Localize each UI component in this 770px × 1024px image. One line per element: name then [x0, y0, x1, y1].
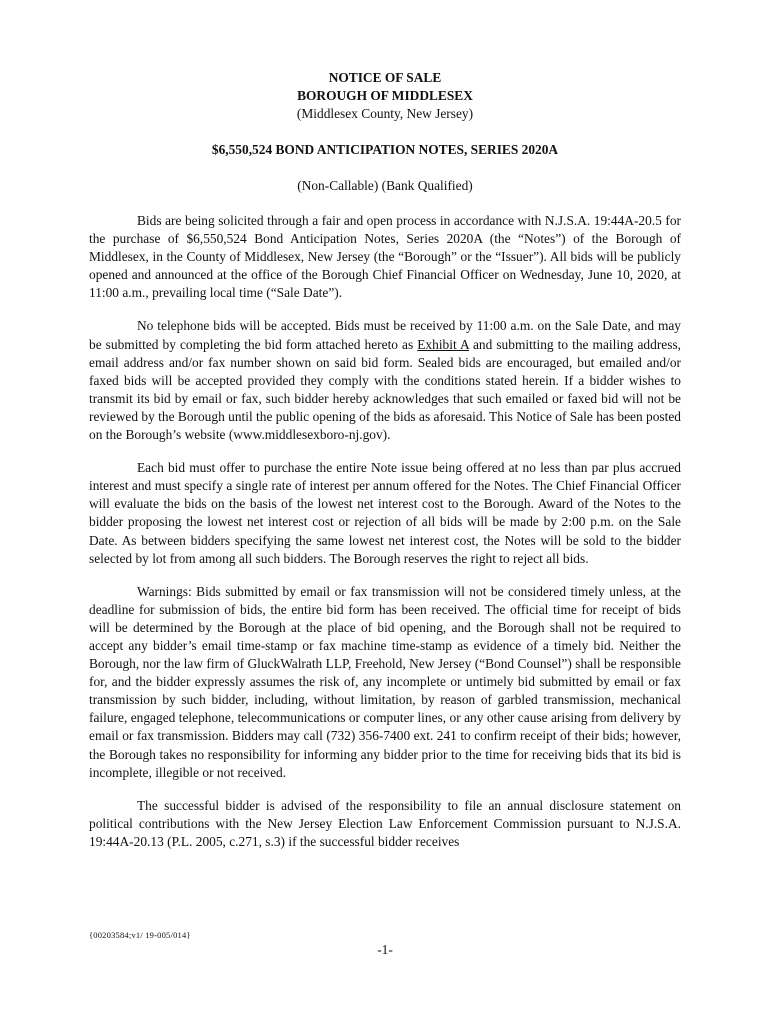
document-id: {00203584;v1/ 19-005/014}	[89, 930, 191, 940]
document-page	[89, 69, 681, 851]
paragraph-disclosure: The successful bidder is advised of the responsibility to file an annual disclosure statement on political contributions with the New Jersey Election Law Enforcement Commission pursuant to N.J.S.A. 19:44A-20.13 (P.L. 2005, c.271, s.3) if the successful bidder receives	[89, 797, 681, 849]
series-title: $6,550,524 BOND ANTICIPATION NOTES, SERIES 2020A	[211, 142, 559, 157]
notice-heading	[89, 69, 681, 123]
county-line: (Middlesex County, New Jersey)	[296, 106, 474, 121]
paragraph-submission-text-a: No telephone bids will be accepted. Bids must be received by 11:00 a.m. on the Sale Date, and may be submitted by completing the bid form attached hereto as	[89, 318, 681, 352]
paragraph-submission-text-b: and submitting to the mailing address, email address and/or fax number shown on said bid form. Sealed bids are encouraged, but emailed and/or faxed bids will be accepted provided they comply with the conditions stated herein. If a bidder wishes to transmit its bid by email or fax, such bidder hereby acknowledges that such emailed or faxed bid will not be reviewed by the Borough until the public opening of the bids as aforesaid. This Notice of Sale has been posted on the Borough’s website (www.middlesexboro-nj.gov).	[89, 336, 681, 443]
callable-qualifier: (Non-Callable) (Bank Qualified)	[297, 178, 473, 193]
exhibit-a-link[interactable]: Exhibit A	[417, 336, 469, 352]
page-number: -1-	[377, 942, 393, 957]
paragraph-warnings: Warnings: Bids submitted by email or fax transmission will not be considered timely unless, at the deadline for submission of bids, the entire bid form has been received. The official time for receipt of bids will be determined by the Borough at the place of bid opening, and the Borough shall not be required to accept any bidder’s email time-stamp or fax machine time-stamp as evidence of a timely bid. Neither the Borough, nor the law firm of GluckWalrath LLP, Freehold, New Jersey (“Bond Counsel”) shall be responsible for, and the bidder expressly assumes the risk of, any incomplete or untimely bid submitted by email or fax transmission by such bidder, including, without limitation, by reason of garbled transmission, mechanical failure, engaged telephone, telecommunications or computer lines, or any other cause arising from delivery by email or fax transmission. Bidders may call (732) 356-7400 ext. 241 to confirm receipt of their bids; however, the Borough takes no responsibility for informing any bidder prior to the time for receiving bids that its bid is incomplete, illegible or not received.	[89, 583, 681, 780]
borough-name: BOROUGH OF MIDDLESEX	[297, 88, 473, 103]
notice-title: NOTICE OF SALE	[328, 70, 442, 85]
paragraph-submission	[89, 317, 681, 444]
paragraph-bid-requirements: Each bid must offer to purchase the entire Note issue being offered at no less than par plus accrued interest and must specify a single rate of interest per annum offered for the Notes. The Chief Financial Officer will evaluate the bids on the basis of the lowest net interest cost to the Borough. Award of the Notes to the bidder proposing the lowest net interest cost or rejection of all bids will be made by 2:00 p.m. on the Sale Date. As between bidders specifying the same lowest net interest cost, the Notes will be sold to the bidder selected by lot from among all such bidders. The Borough reserves the right to reject all bids.	[89, 460, 681, 566]
paragraph-solicitation: Bids are being solicited through a fair and open process in accordance with N.J.S.A. 19:44A-20.5 for the purchase of $6,550,524 Bond Anticipation Notes, Series 2020A (the “Notes”) of the Borough of Middlesex, in the County of Middlesex, New Jersey (the “Borough” or the “Issuer”). All bids will be publicly opened and announced at the office of the Borough Chief Financial Officer on Wednesday, June 10, 2020, at 11:00 a.m., prevailing local time (“Sale Date”).	[89, 213, 681, 301]
